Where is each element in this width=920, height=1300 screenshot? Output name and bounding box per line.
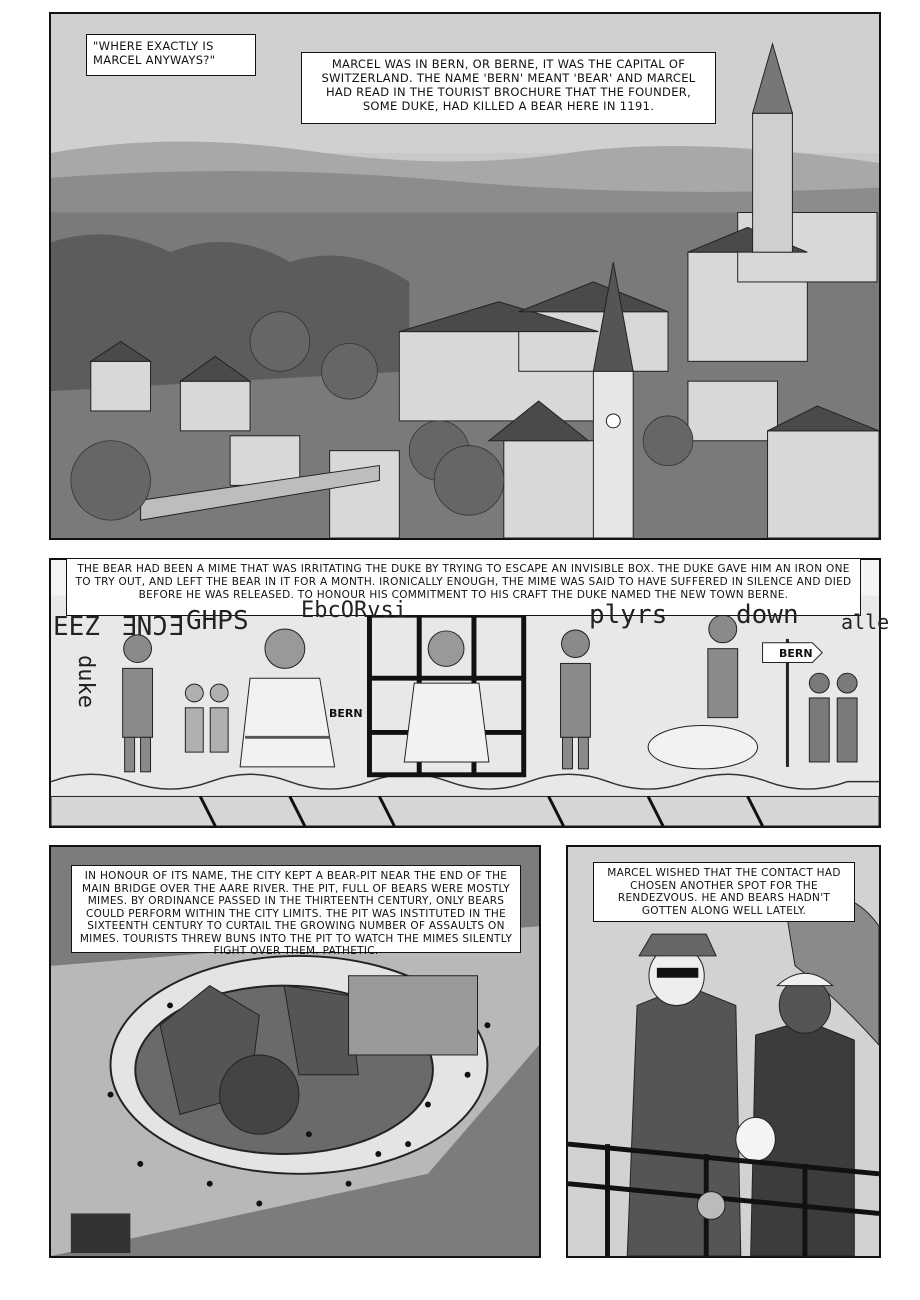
tapestry-word-1: EEZ bbox=[53, 612, 100, 642]
tapestry-word-4: EbcORvsi bbox=[301, 598, 407, 623]
tapestry-word-6: down bbox=[736, 600, 799, 630]
tapestry-word-2: ƎΝƆƎ bbox=[121, 612, 184, 642]
panel-marcel-railing bbox=[566, 845, 881, 1258]
bern-signpost-label: BERN bbox=[779, 647, 813, 660]
narration-caption-mime: THE BEAR HAD BEEN A MIME THAT WAS IRRITATING THE DUKE BY TRYING TO ESCAPE AN INVISIBLE BOX. THE DUKE GAVE HIM AN IRON ONE TO TRY OUT, AND LEFT THE BEAR IN IT FOR A MONTH. IRONICALLY ENOUGH, THE MIME WAS SAID TO HAVE SUFFERED IN SILENCE AND DIED BEFORE HE WAS RELEASED. TO HONOUR HIS COMMITMENT TO HIS CRAFT THE DUKE NAMED THE NEW TOWN BERNE. bbox=[66, 558, 861, 616]
tapestry-word-7: alle bbox=[841, 610, 890, 634]
narration-caption-marcel: MARCEL WISHED THAT THE CONTACT HAD CHOSEN ANOTHER SPOT FOR THE RENDEZVOUS. HE AND BEARS HADN'T GOTTEN ALONG WELL LATELY. bbox=[593, 862, 855, 922]
narration-caption-bear-pit: IN HONOUR OF ITS NAME, THE CITY KEPT A BEAR-PIT NEAR THE END OF THE MAIN BRIDGE OVER THE AARE RIVER. THE PIT, FULL OF BEARS WERE MOSTLY MIMES. BY ORDINANCE PASSED IN THE THIRTEENTH CENTURY, ONLY BEARS COULD PERFORM WITHIN THE CITY LIMITS. THE PIT WAS INSTITUTED IN THE SIXTEENTH CENTURY TO CURTAIL THE GROWING NUMBER OF ASSAULTS ON MIMES. TOURISTS THREW BUNS INTO THE PIT TO WATCH THE MIMES SILENTLY FIGHT OVER THEM. PATHETIC. bbox=[71, 865, 521, 953]
tapestry-word-duke: duke bbox=[73, 655, 98, 708]
bern-cage-label: BERN bbox=[329, 707, 363, 720]
tapestry-word-5: plyrs bbox=[589, 600, 668, 630]
narration-caption-bern: MARCEL WAS IN BERN, OR BERNE, IT WAS THE CAPITAL OF SWITZERLAND. THE NAME 'BERN' MEANT 'BEAR' AND MARCEL HAD READ IN THE TOURIST BROCHURE THAT THE FOUNDER, SOME DUKE, HAD KILLED A BEAR HERE IN 1191. bbox=[301, 52, 716, 124]
panel-bern-cityscape bbox=[49, 12, 881, 540]
panel-tapestry bbox=[49, 558, 890, 828]
thought-caption: "WHERE EXACTLY IS MARCEL ANYWAYS?" bbox=[86, 34, 256, 76]
panel-bear-pit bbox=[49, 845, 541, 1258]
tapestry-word-3: GHPS bbox=[186, 606, 249, 636]
